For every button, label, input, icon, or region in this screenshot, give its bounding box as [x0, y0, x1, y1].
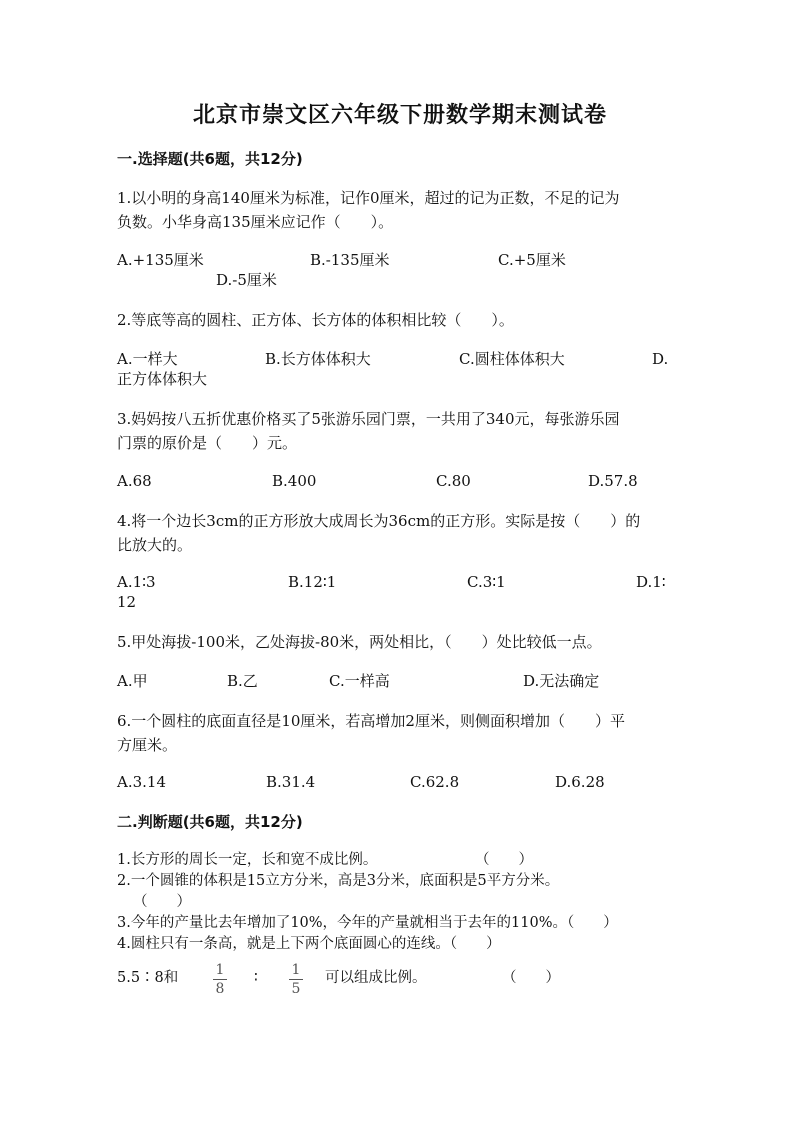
judgement-2-paren: （ ）: [133, 894, 191, 910]
fraction-one-eighth-numerator: 1: [215, 962, 225, 978]
question-3-option-d: D.57.8: [588, 472, 638, 490]
fraction-bar: [213, 979, 227, 980]
question-1: [117, 186, 677, 234]
question-6: [117, 709, 677, 757]
question-5-option-b: B.乙: [227, 672, 258, 690]
question-6-line-2: 方厘米。: [117, 736, 178, 754]
fraction-one-fifth-numerator: 1: [291, 962, 301, 978]
question-6-option-a: A.3.14: [117, 773, 166, 791]
fraction-one-eighth: [212, 962, 228, 997]
judgement-5-suffix: 可以组成比例。: [325, 970, 427, 986]
question-5-line-1: 5.甲处海拔-100米，乙处海拔-80米，两处相比，（ ）处比较低一点。: [117, 633, 602, 651]
judgement-4-text: 4.圆柱只有一条高，就是上下两个底面圆心的连线。（ ）: [117, 936, 501, 952]
question-5-option-c: C.一样高: [329, 672, 390, 690]
question-2-line-1: 2.等底等高的圆柱、正方体、长方体的体积相比较（ ）。: [117, 311, 514, 329]
question-6-option-c: C.62.8: [410, 773, 460, 791]
question-3-line-1: 3.妈妈按八五折优惠价格买了5张游乐园门票，一共用了340元，每张游乐园: [117, 410, 620, 428]
judgement-5-colon: ∶: [254, 970, 258, 986]
question-3-option-a: A.68: [117, 472, 152, 490]
judgement-5-prefix: 5.5∶8和: [117, 970, 179, 986]
judgement-5-paren: （ ）: [502, 970, 560, 986]
question-1-option-c: C.+5厘米: [498, 251, 566, 269]
question-6-option-d: D.6.28: [555, 773, 605, 791]
question-2: [117, 308, 677, 332]
question-4: [117, 509, 677, 557]
question-4-option-a: A.1∶3: [117, 573, 156, 591]
fraction-one-eighth-denominator: 8: [215, 981, 225, 997]
question-4-option-c: C.3∶1: [467, 573, 506, 591]
question-4-line-2: 比放大的。: [117, 536, 193, 554]
section-heading-choice: 一.选择题(共6题，共12分): [117, 150, 303, 168]
judgement-3-text: 3.今年的产量比去年增加了10%，今年的产量就相当于去年的110%。（ ）: [117, 915, 618, 931]
question-4-option-d-text: 12: [117, 593, 137, 611]
fraction-one-fifth-denominator: 5: [291, 981, 301, 997]
question-1-option-b: B.-135厘米: [310, 251, 390, 269]
question-6-line-1: 6.一个圆柱的底面直径是10厘米，若高增加2厘米，则侧面积增加（ ）平: [117, 712, 625, 730]
question-2-option-a: A.一样大: [117, 350, 178, 368]
question-3-option-b: B.400: [272, 472, 317, 490]
question-4-option-d: D.1∶: [636, 573, 666, 591]
question-3-line-2: 门票的原价是（ ）元。: [117, 434, 298, 452]
question-2-option-c: C.圆柱体体积大: [459, 350, 565, 368]
section-heading-judgement: 二.判断题(共6题，共12分): [117, 813, 303, 831]
question-1-line-1: 1.以小明的身高140厘米为标准，记作0厘米，超过的记为正数，不足的记为: [117, 189, 620, 207]
question-2-option-d: D.: [652, 350, 669, 368]
fraction-bar: [289, 979, 303, 980]
question-5-option-a: A.甲: [117, 672, 148, 690]
question-5-option-d: D.无法确定: [523, 672, 600, 690]
question-5: [117, 630, 677, 654]
fraction-one-fifth: [288, 962, 304, 997]
question-3-option-c: C.80: [436, 472, 471, 490]
question-4-option-b: B.12∶1: [288, 573, 337, 591]
page-title: 北京市崇文区六年级下册数学期末测试卷: [192, 102, 607, 128]
question-3: [117, 407, 677, 455]
judgement-2-text: 2.一个圆锥的体积是15立方分米，高是3分米，底面积是5平方分米。: [117, 873, 560, 889]
judgement-1-text: 1.长方形的周长一定，长和宽不成比例。: [117, 852, 378, 868]
question-1-option-d: D.-5厘米: [216, 271, 277, 289]
question-6-option-b: B.31.4: [266, 773, 316, 791]
judgement-1: [117, 850, 377, 870]
question-1-line-2: 负数。小华身高135厘米应记作（ ）。: [117, 213, 394, 231]
question-1-option-a: A.+135厘米: [117, 251, 204, 269]
question-2-option-b: B.长方体体积大: [265, 350, 371, 368]
question-4-line-1: 4.将一个边长3cm的正方形放大成周长为36cm的正方形。实际是按（ ）的: [117, 512, 641, 530]
question-2-option-d-text: 正方体体积大: [117, 370, 208, 388]
judgement-1-paren: （ ）: [475, 852, 533, 868]
